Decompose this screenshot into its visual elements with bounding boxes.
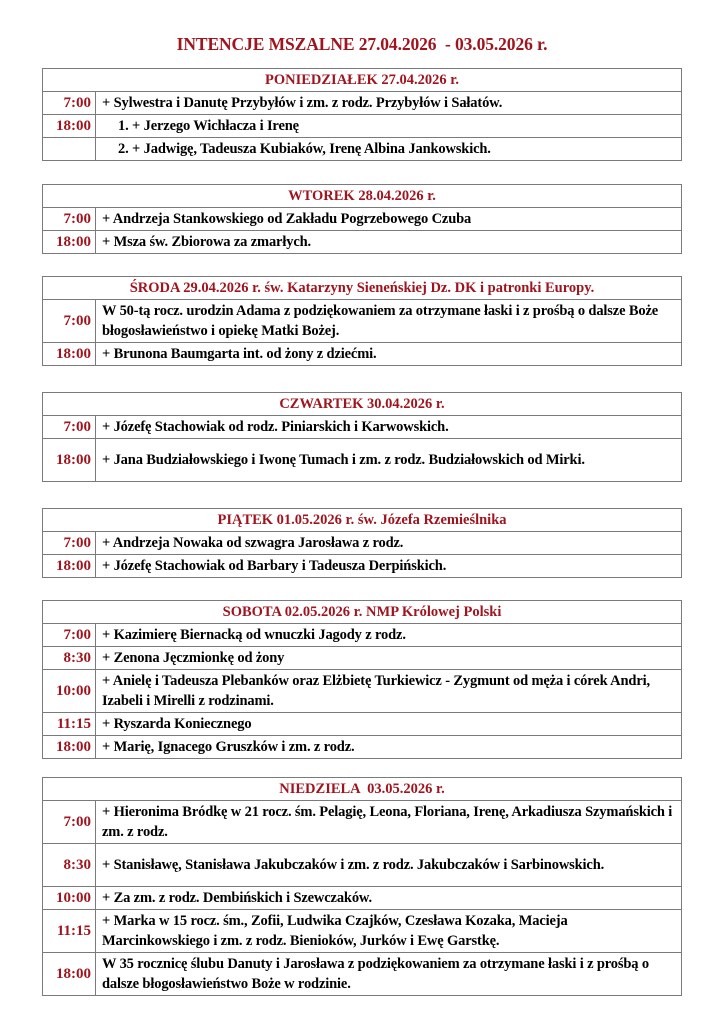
intention-text: + Stanisławę, Stanisława Jakubczaków i zm. z rodz. Jakubczaków i Sarbinowskich. <box>96 844 682 887</box>
intention-text: + Brunona Baumgarta int. od żony z dziećmi. <box>96 343 682 366</box>
day-header: WTOREK 28.04.2026 r. <box>43 185 682 208</box>
intention-text: + Zenona Jęczmionkę od żony <box>96 647 682 670</box>
day-header-row <box>43 601 682 624</box>
mass-time: 18:00 <box>43 231 96 254</box>
day-header-row <box>43 69 682 92</box>
mass-time: 18:00 <box>43 736 96 759</box>
intention-text: + Andrzeja Nowaka od szwagra Jarosława z rodz. <box>96 532 682 555</box>
intention-text: + Anielę i Tadeusza Plebanków oraz Elżbietę Turkiewicz - Zygmunt od męża i córek Andri, Izabeli i Mirelli z rodzinami. <box>96 670 682 713</box>
mass-time: 7:00 <box>43 300 96 343</box>
intention-text: + Andrzeja Stankowskiego od Zakładu Pogrzebowego Czuba <box>96 208 682 231</box>
page-title: INTENCJE MSZALNE 27.04.2026 - 03.05.2026 r. <box>176 34 548 54</box>
intention-row <box>43 439 682 482</box>
mass-time: 7:00 <box>43 416 96 439</box>
mass-time: 18:00 <box>43 555 96 578</box>
day-table-sroda <box>42 276 682 366</box>
intention-row <box>43 713 682 736</box>
day-table-piatek <box>42 508 682 578</box>
day-header-row <box>43 185 682 208</box>
intention-row <box>43 532 682 555</box>
intention-row <box>43 624 682 647</box>
intention-row <box>43 115 682 138</box>
intention-text: + Józefę Stachowiak od Barbary i Tadeusza Derpińskich. <box>96 555 682 578</box>
intention-text: + Ryszarda Koniecznego <box>96 713 682 736</box>
intention-text: + Marka w 15 rocz. śm., Zofii, Ludwika Czajków, Czesława Kozaka, Macieja Marcinkowskiego i zm. z rodz. Bienioków, Jurków i Ewę Garstkę. <box>96 910 682 953</box>
day-header-row <box>43 509 682 532</box>
day-header: SOBOTA 02.05.2026 r. NMP Królowej Polski <box>43 601 682 624</box>
intention-row <box>43 801 682 844</box>
intention-text: + Za zm. z rodz. Dembińskich i Szewczaków. <box>96 887 682 910</box>
intention-row <box>43 670 682 713</box>
day-table-czwartek <box>42 392 682 482</box>
day-header: NIEDZIELA 03.05.2026 r. <box>43 778 682 801</box>
mass-time: 8:30 <box>43 844 96 887</box>
mass-time: 8:30 <box>43 647 96 670</box>
intention-row <box>43 555 682 578</box>
mass-time: 10:00 <box>43 887 96 910</box>
mass-time: 11:15 <box>43 713 96 736</box>
mass-time: 11:15 <box>43 910 96 953</box>
day-header-row <box>43 393 682 416</box>
day-table-niedziela <box>42 777 682 996</box>
day-header-row <box>43 277 682 300</box>
intention-text: + Józefę Stachowiak od rodz. Piniarskich i Karwowskich. <box>96 416 682 439</box>
mass-time <box>43 138 96 161</box>
intention-text: + Jana Budziałowskiego i Iwonę Tumach i zm. z rodz. Budziałowskich od Mirki. <box>96 439 682 482</box>
day-header: PONIEDZIAŁEK 27.04.2026 r. <box>43 69 682 92</box>
mass-time: 10:00 <box>43 670 96 713</box>
intention-row <box>43 208 682 231</box>
intention-row <box>43 300 682 343</box>
intention-text: + Marię, Ignacego Gruszków i zm. z rodz. <box>96 736 682 759</box>
intention-row <box>43 138 682 161</box>
intention-text: + Msza św. Zbiorowa za zmarłych. <box>96 231 682 254</box>
mass-time: 7:00 <box>43 624 96 647</box>
intention-text: 2. + Jadwigę, Tadeusza Kubiaków, Irenę Albina Jankowskich. <box>96 138 682 161</box>
intention-row <box>43 953 682 996</box>
intention-row <box>43 647 682 670</box>
intention-text: W 50-tą rocz. urodzin Adama z podziękowaniem za otrzymane łaski i z prośbą o dalsze Boże błogosławieństwo i opiekę Matki Bożej. <box>96 300 682 343</box>
day-header: PIĄTEK 01.05.2026 r. św. Józefa Rzemieślnika <box>43 509 682 532</box>
intention-text: + Sylwestra i Danutę Przybyłów i zm. z rodz. Przybyłów i Sałatów. <box>96 92 682 115</box>
mass-time: 7:00 <box>43 92 96 115</box>
intention-row <box>43 416 682 439</box>
mass-time: 18:00 <box>43 953 96 996</box>
intention-row <box>43 887 682 910</box>
day-table-sobota <box>42 600 682 759</box>
mass-time: 7:00 <box>43 208 96 231</box>
day-table-wtorek <box>42 184 682 254</box>
mass-time: 7:00 <box>43 532 96 555</box>
mass-time: 18:00 <box>43 439 96 482</box>
intention-row <box>43 92 682 115</box>
intention-row <box>43 736 682 759</box>
day-header: ŚRODA 29.04.2026 r. św. Katarzyny Sieneńskiej Dz. DK i patronki Europy. <box>43 277 682 300</box>
intention-text: + Kazimierę Biernacką od wnuczki Jagody z rodz. <box>96 624 682 647</box>
intention-row <box>43 844 682 887</box>
intention-row <box>43 910 682 953</box>
intention-text: + Hieronima Bródkę w 21 rocz. śm. Pelagię, Leona, Floriana, Irenę, Arkadiusza Szymańskich i zm. z rodz. <box>96 801 682 844</box>
mass-time: 18:00 <box>43 115 96 138</box>
intention-row <box>43 231 682 254</box>
intention-text: 1. + Jerzego Wichłacza i Irenę <box>96 115 682 138</box>
day-header-row <box>43 778 682 801</box>
day-header: CZWARTEK 30.04.2026 r. <box>43 393 682 416</box>
mass-time: 18:00 <box>43 343 96 366</box>
mass-time: 7:00 <box>43 801 96 844</box>
intention-row <box>43 343 682 366</box>
day-table-poniedziaek <box>42 68 682 161</box>
intention-text: W 35 rocznicę ślubu Danuty i Jarosława z podziękowaniem za otrzymane łaski i z prośbą o dalsze błogosławieństwo Boże w rodzinie. <box>96 953 682 996</box>
